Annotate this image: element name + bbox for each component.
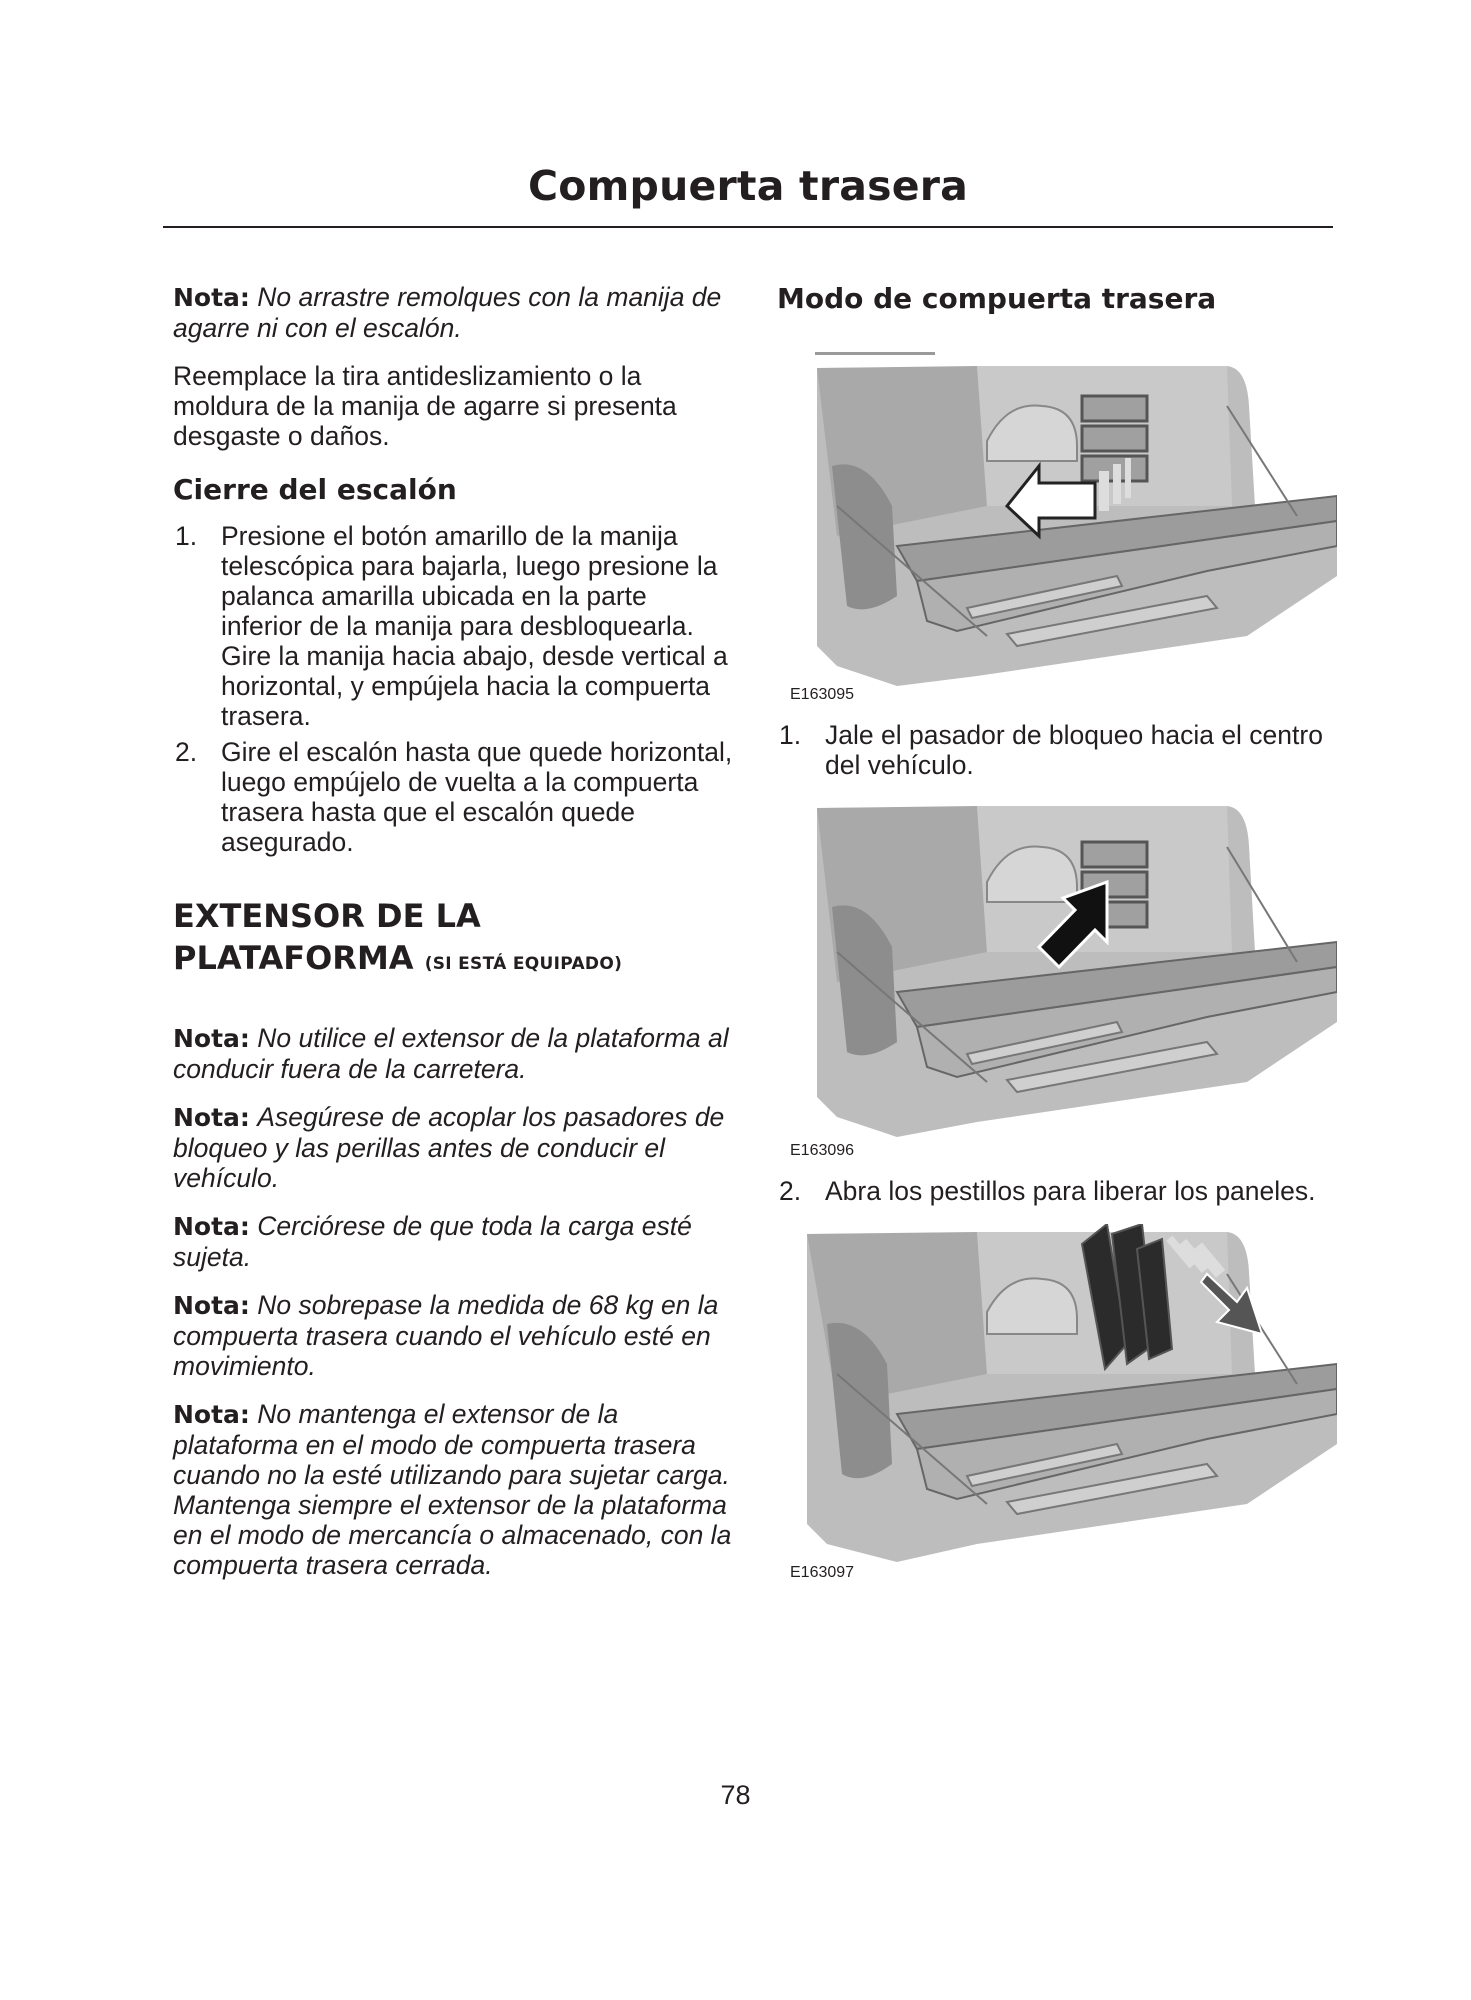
step-item: [777, 720, 1337, 780]
section-tag: (SI ESTÁ EQUIPADO): [424, 954, 623, 974]
step-number: 2.: [175, 737, 198, 767]
figure-code: E163097: [790, 1564, 855, 1581]
step-item: [777, 1176, 1337, 1206]
tailgate-illustration-3: [777, 1224, 1337, 1584]
section-title-line1: EXTENSOR DE LA: [173, 897, 481, 935]
step-item: [173, 521, 733, 731]
note-label: Nota:: [173, 1400, 250, 1429]
note-label: Nota:: [173, 1212, 250, 1241]
note: [173, 1211, 733, 1272]
subheading-modo: Modo de compuerta trasera: [777, 282, 1217, 315]
note: [173, 1290, 733, 1381]
note-label: Nota:: [173, 1024, 250, 1053]
left-column: [173, 282, 733, 1580]
page-number: 78: [720, 1780, 751, 1810]
note: [173, 282, 733, 343]
step-text: Jale el pasador de bloqueo hacia el centro del vehículo.: [825, 720, 1323, 780]
note: [173, 1023, 733, 1084]
figure-code: E163095: [790, 686, 855, 703]
section-title-line2: PLATAFORMA: [173, 939, 414, 977]
page-title: Compuerta trasera: [527, 162, 969, 210]
right-column: [777, 282, 1337, 1584]
step-number: 1.: [175, 521, 198, 551]
tailgate-illustration-1: [777, 346, 1337, 706]
figure-step-list: [777, 1176, 1337, 1206]
step-text: Abra los pestillos para liberar los paneles.: [825, 1176, 1316, 1206]
title-rule: [163, 226, 1333, 228]
figure-step-list: [777, 720, 1337, 780]
note-text: No utilice el extensor de la plataforma al conducir fuera de la carretera.: [173, 1023, 729, 1084]
paragraph: Reemplace la tira antideslizamiento o la moldura de la manija de agarre si presenta desgaste o daños.: [173, 361, 677, 451]
note-text: Cerciórese de que toda la carga esté sujeta.: [173, 1211, 692, 1272]
step-list: [173, 521, 733, 857]
note-label: Nota:: [173, 1291, 250, 1320]
step-text: Presione el botón amarillo de la manija telescópica para bajarla, luego presione la palanca amarilla ubicada en la parte inferior de la manija para desbloquearla. Gire la manija hacia abajo, desde vertical a horizontal, y empújela hacia la compuerta trasera.: [221, 521, 728, 731]
note: [173, 1399, 733, 1580]
note: [173, 1102, 733, 1193]
note-label: Nota:: [173, 283, 250, 312]
step-number: 1.: [779, 720, 802, 750]
figure-tailgate-3: [777, 1224, 1337, 1584]
figure-tailgate-1: [777, 346, 1337, 706]
figure-tailgate-2: [777, 802, 1337, 1162]
note-text: Asegúrese de acoplar los pasadores de bloqueo y las perillas antes de conducir el vehículo.: [173, 1102, 725, 1193]
tailgate-illustration-2: [777, 802, 1337, 1162]
note-text: No arrastre remolques con la manija de agarre ni con el escalón.: [173, 282, 722, 343]
subheading-cierre: Cierre del escalón: [173, 473, 457, 506]
note-label: Nota:: [173, 1103, 250, 1132]
note-text: No mantenga el extensor de la plataforma en el modo de compuerta trasera cuando no la esté utilizando para sujetar carga. Mantenga siempre el extensor de la plataforma en el modo de mercancía o almacenado, con la compuerta trasera cerrada.: [173, 1399, 732, 1580]
figure-code: E163096: [790, 1142, 855, 1159]
step-item: [173, 737, 733, 857]
section-title: [173, 895, 733, 985]
note-text: No sobrepase la medida de 68 kg en la compuerta trasera cuando el vehículo esté en movimiento.: [173, 1290, 719, 1381]
step-number: 2.: [779, 1176, 802, 1206]
step-text: Gire el escalón hasta que quede horizontal, luego empújelo de vuelta a la compuerta trasera hasta que el escalón quede asegurado.: [221, 737, 733, 857]
